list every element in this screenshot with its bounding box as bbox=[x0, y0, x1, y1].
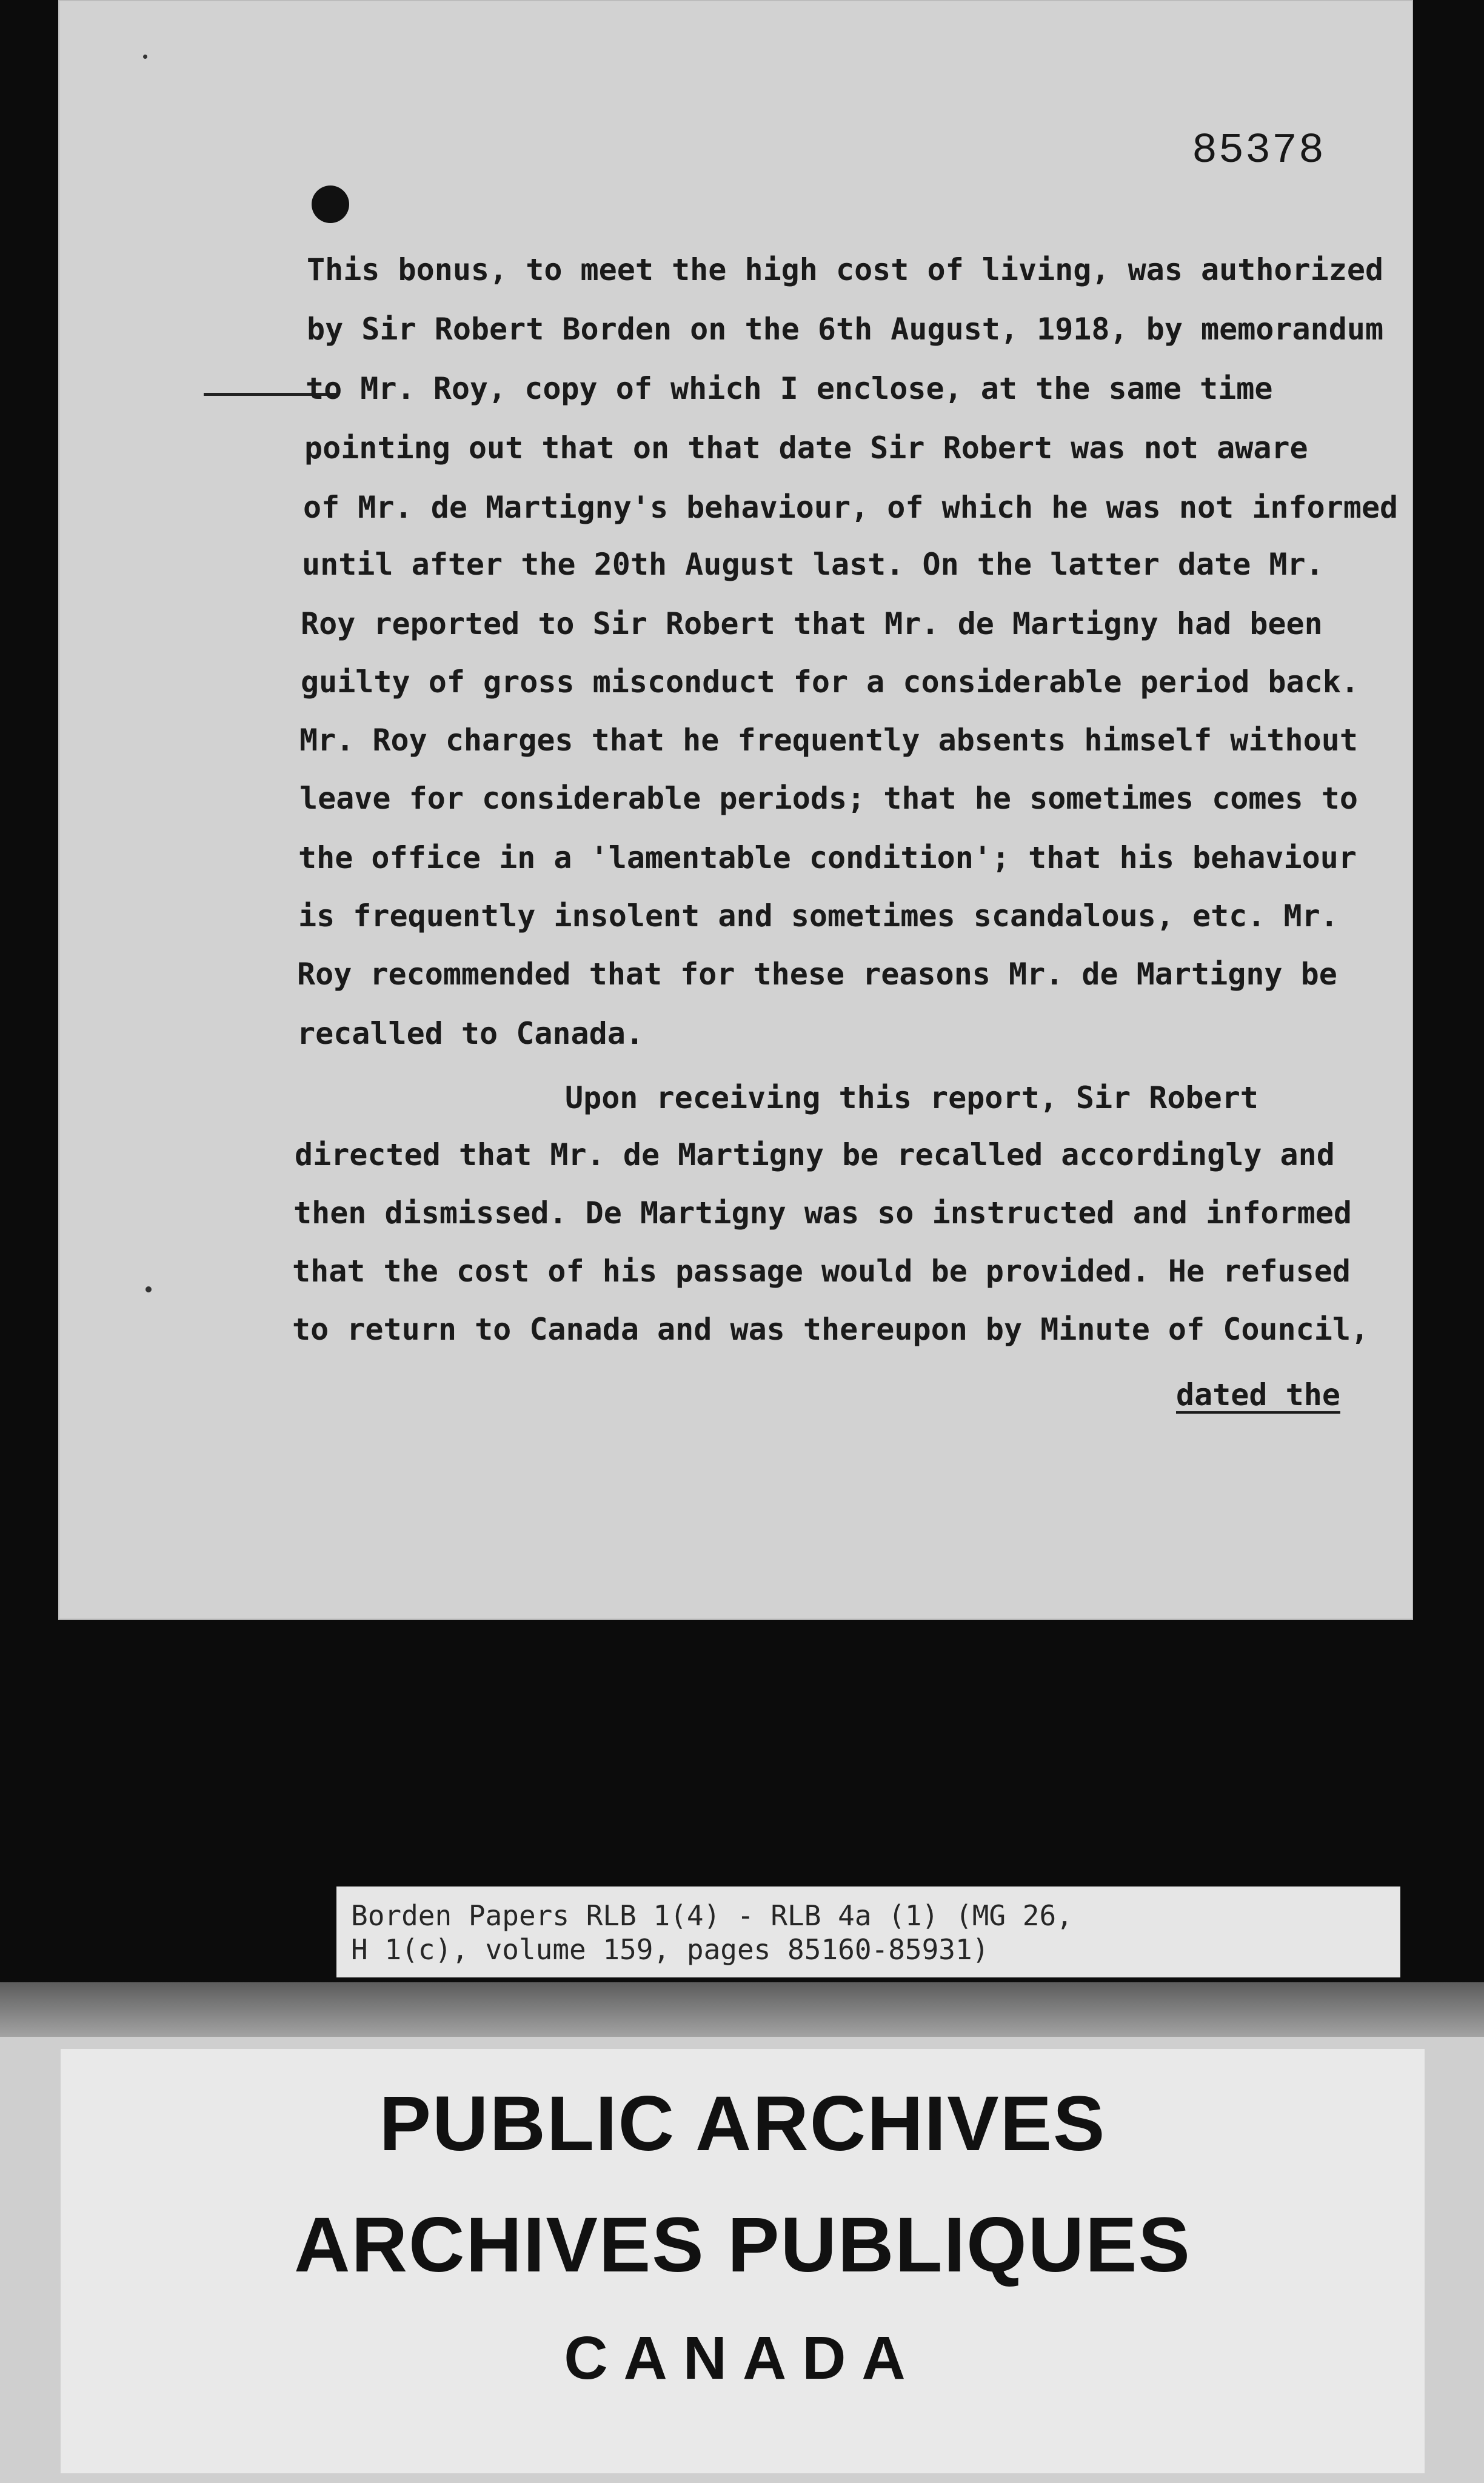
text-line: then dismissed. De Martigny was so instructed and informed bbox=[293, 1195, 1352, 1231]
ink-speck bbox=[145, 1286, 152, 1292]
document-page bbox=[58, 0, 1413, 1620]
ink-speck bbox=[143, 55, 147, 59]
text-line: This bonus, to meet the high cost of living, was authorized bbox=[307, 252, 1384, 287]
text-line: of Mr. de Martigny's behaviour, of which he was not informed bbox=[303, 490, 1399, 525]
text-line: pointing out that on that date Sir Robert was not aware bbox=[304, 430, 1308, 466]
page-number: 85378 bbox=[1192, 127, 1326, 175]
text-line: by Sir Robert Borden on the 6th August, 1918, by memorandum bbox=[307, 312, 1384, 347]
archive-stamp bbox=[61, 2049, 1425, 2473]
citation-line-1: Borden Papers RLB 1(4) - RLB 4a (1) (MG 26, bbox=[351, 1899, 1073, 1932]
text-line: recalled to Canada. bbox=[297, 1016, 644, 1051]
stamp-archives-publiques: ARCHIVES PUBLIQUES bbox=[294, 2202, 1191, 2288]
catchword: dated the bbox=[1176, 1377, 1340, 1412]
stamp-canada: CANADA bbox=[564, 2324, 921, 2392]
text-line: guilty of gross misconduct for a considerable period back. bbox=[301, 664, 1359, 700]
text-line: that the cost of his passage would be provided. He refused bbox=[292, 1254, 1351, 1289]
citation-line-2: H 1(c), volume 159, pages 85160-85931) bbox=[351, 1933, 989, 1966]
text-line: until after the 20th August last. On the latter date Mr. bbox=[302, 547, 1324, 582]
text-line: Roy recommended that for these reasons Mr. de Martigny be bbox=[297, 957, 1337, 992]
text-line: Upon receiving this report, Sir Robert bbox=[565, 1080, 1258, 1115]
text-line: is frequently insolent and sometimes scandalous, etc. Mr. bbox=[298, 898, 1339, 934]
text-line: to return to Canada and was thereupon by Minute of Council, bbox=[292, 1312, 1369, 1347]
text-line: leave for considerable periods; that he sometimes comes to bbox=[299, 781, 1358, 816]
punch-hole bbox=[312, 185, 349, 223]
text-line: the office in a 'lamentable condition'; that his behaviour bbox=[298, 840, 1357, 875]
citation-label bbox=[336, 1886, 1400, 1977]
archive-band-edge bbox=[0, 1982, 1484, 2037]
text-line: Roy reported to Sir Robert that Mr. de Martigny had been bbox=[301, 606, 1323, 641]
text-line: Mr. Roy charges that he frequently absents himself without bbox=[299, 723, 1358, 758]
text-line: to Mr. Roy, copy of which I enclose, at the same time bbox=[306, 371, 1273, 406]
stamp-public-archives: PUBLIC ARCHIVES bbox=[379, 2080, 1106, 2167]
text-line: directed that Mr. de Martigny be recalled accordingly and bbox=[295, 1137, 1335, 1172]
